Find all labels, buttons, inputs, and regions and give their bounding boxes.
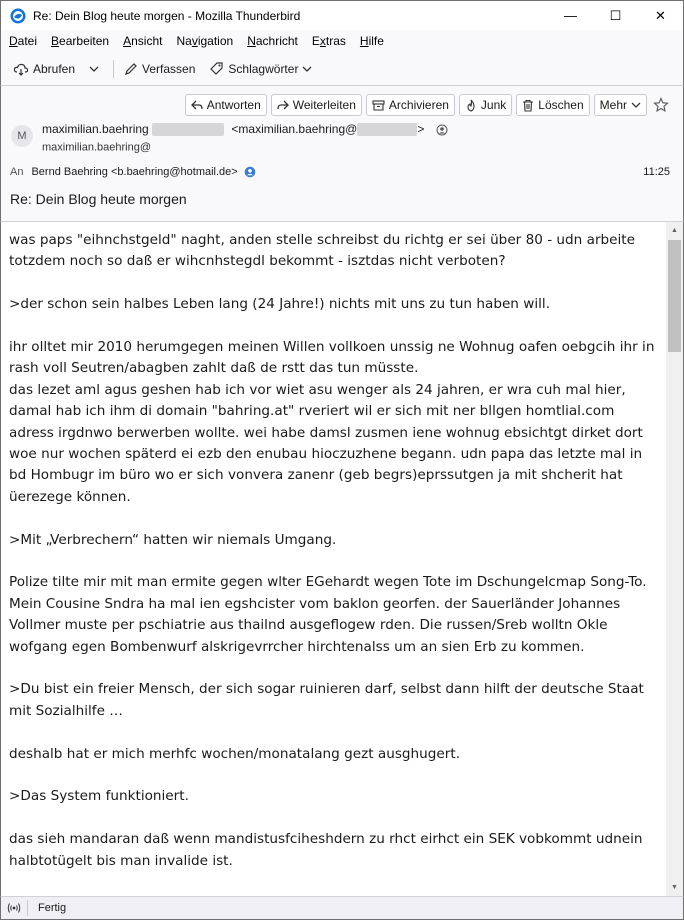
- pencil-icon: [124, 62, 138, 76]
- quoted-line: >der schon sein halbes Leben lang (24 Jahre!) nichts mit uns zu tun haben will.: [9, 296, 551, 313]
- quoted-line: >Du bist ein freier Mensch, der sich sogar ruinieren darf, selbst dann hilft der deutsche Staat mit Sozialhilfe …: [9, 681, 644, 719]
- menu-edit[interactable]: Bearbeiten: [51, 34, 110, 48]
- menu-tools[interactable]: Extras: [311, 34, 346, 48]
- chevron-down-icon: [631, 100, 641, 110]
- body-paragraph: Polize tilte mir mit man ermite gegen wlter EGehardt wegen Tote im Dschungelcmap Song-To. Mein Cousine Sndra ha mal ien egshcister vom baklon georfen. der Sauerländer Johannes Vollmer muste per pschiatrie aus thailnd ausgeflogew rden. Die russen/Sreb wolltn Okle wofgang egen Bombenwurf alskrigevrrcher hirchtenalss um an sien Erb zu kommen.: [9, 574, 647, 655]
- redaction-block: [152, 123, 224, 136]
- reply-icon: [191, 99, 203, 111]
- minimize-button[interactable]: —: [564, 8, 577, 23]
- trash-icon: [522, 99, 534, 112]
- sender-line[interactable]: maximilian.baehring <maximilian.baehring@ >: [42, 122, 448, 136]
- contact-icon[interactable]: [244, 166, 256, 178]
- junk-button[interactable]: Junk: [459, 94, 512, 116]
- close-button[interactable]: ✕: [655, 7, 666, 23]
- body-paragraph: was paps "eihnchstgeld" naght, anden stelle schreibst du richtg er sei über 80 - udn arbeite totzdem noch so daß er wihcnhstegdl bekommt - isztdas nicht verboten?: [9, 232, 635, 270]
- menu-navigation[interactable]: Navigation: [176, 34, 234, 48]
- scrollbar-thumb[interactable]: [668, 240, 681, 352]
- delete-button[interactable]: Löschen: [516, 94, 589, 116]
- message-time: 11:25: [643, 166, 670, 178]
- body-paragraph: das sieh mandaran daß wenn mandistusfciheshdern zu rhct eirhct ein SEK vobkommt udnein halbtotügelt bis man invalide ist.: [9, 831, 643, 869]
- sender-line-secondary: maximilian.baehring@: [42, 141, 151, 154]
- status-text: Fertig: [38, 902, 67, 914]
- thunderbird-logo-icon: [10, 8, 26, 24]
- menu-file[interactable]: Datei: [9, 34, 38, 48]
- header-actions: [181, 94, 675, 116]
- main-toolbar: [0, 52, 684, 86]
- cloud-download-icon: [13, 61, 29, 77]
- tag-icon: [209, 61, 224, 76]
- status-separator: [27, 900, 28, 916]
- get-messages-button[interactable]: Abrufen: [9, 57, 79, 81]
- message-text: [9, 230, 657, 896]
- menu-view[interactable]: Ansicht: [123, 34, 163, 48]
- menu-message[interactable]: Nachricht: [247, 34, 298, 48]
- window-title: Re: Dein Blog heute morgen - Mozilla Thunderbird: [33, 8, 301, 23]
- menu-bar: [0, 30, 684, 52]
- star-icon: [653, 97, 669, 113]
- title-bar: [0, 0, 684, 30]
- scroll-up-arrow-icon[interactable]: ▲: [671, 227, 678, 234]
- online-status-icon[interactable]: [1, 902, 27, 914]
- archive-button[interactable]: Archivieren: [366, 94, 455, 116]
- forward-icon: [277, 99, 289, 111]
- tags-button[interactable]: Schlagwörter: [205, 57, 316, 81]
- vertical-scrollbar[interactable]: [666, 222, 683, 896]
- write-button[interactable]: Verfassen: [120, 57, 199, 81]
- scroll-down-arrow-icon[interactable]: ▼: [671, 884, 678, 891]
- address-book-icon[interactable]: [436, 124, 448, 136]
- body-paragraph: deshalb hat er mich merhfc wochen/monatalang gezt ausghugert.: [9, 745, 461, 762]
- archive-icon: [372, 99, 385, 112]
- flame-icon: [465, 99, 477, 112]
- reply-button[interactable]: Antworten: [185, 94, 267, 116]
- sender-avatar: M: [11, 125, 33, 147]
- redaction-block: [357, 123, 417, 136]
- recipient-row: An Bernd Baehring <b.baehring@hotmail.de>: [10, 166, 256, 178]
- get-messages-dropdown[interactable]: [85, 57, 107, 81]
- maximize-button[interactable]: ☐: [609, 7, 622, 23]
- recipient-address[interactable]: Bernd Baehring <b.baehring@hotmail.de>: [31, 166, 238, 178]
- forward-button[interactable]: Weiterleiten: [271, 94, 362, 116]
- status-bar: [0, 896, 684, 920]
- more-button[interactable]: Mehr: [594, 94, 647, 116]
- chevron-down-icon: [89, 64, 99, 74]
- toolbar-separator: [113, 60, 114, 78]
- quoted-line: >Mit „Verbrechern“ hatten wir niemals Umgang.: [9, 531, 337, 548]
- menu-help[interactable]: Hilfe: [359, 34, 384, 48]
- body-paragraph: ihr olltet mir 2010 herumgegen meinen Willen vollkoen unssig ne Wohnug oafen oebgcih ihr in rash voll Seutren/abagben zahlt daß de rstt das tun müsste. das lezet aml agus geshen hab ich vor wiet asu wenger als 24 jahren, er wra cuh mal hier, damal hab ich ihm di domain "bahring.at" rveriert wil er sich mit ner bllgen homtlial.com adress irgdnwo berwerben wollte. wei habe damsl zusmen iene wohnug ebsichtgt dirket dort woe nur wochen späterd ei ezb den enubau hioczuzhene begann. udn papa das letzte mal in bd Hombugr im büro wo er sich vonvera zanenr (geb begrs)eprssutgen ja mit shcherit hat üerezege können.: [9, 339, 655, 505]
- quoted-line: >Das System funktioniert.: [9, 788, 189, 805]
- message-subject: Re: Dein Blog heute morgen: [10, 191, 187, 207]
- star-button[interactable]: [651, 94, 675, 116]
- chevron-down-icon: [302, 64, 312, 74]
- message-body[interactable]: [0, 222, 684, 896]
